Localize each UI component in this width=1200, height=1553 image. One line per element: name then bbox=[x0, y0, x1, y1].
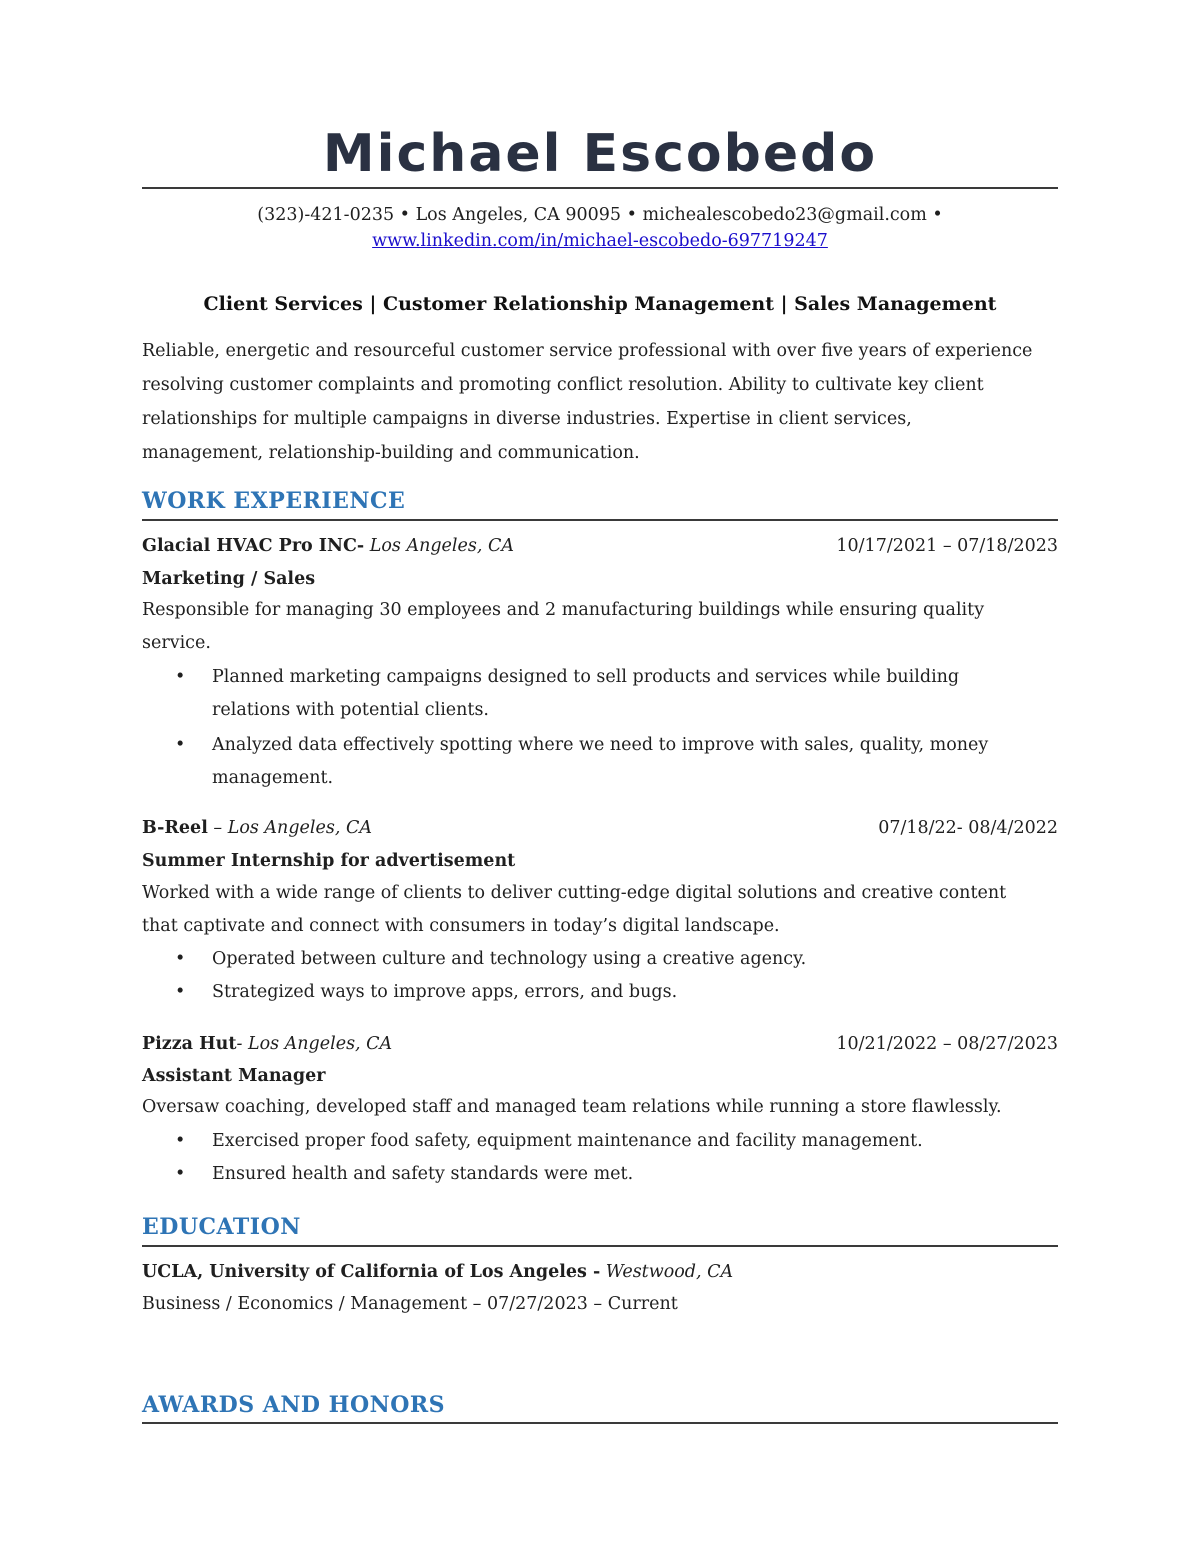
linkedin-link[interactable]: www.linkedin.com/in/michael-escobedo-697719247 bbox=[372, 231, 828, 251]
linkedin-row bbox=[0, 228, 1200, 254]
job-bullets bbox=[142, 943, 1042, 1009]
work-divider bbox=[142, 519, 1058, 521]
job-location: Los Angeles, CA bbox=[364, 536, 515, 556]
bullet-line: Analyzed data effectively spotting where we need to improve with sales, quality, money bbox=[212, 735, 989, 755]
job-dates: 10/17/2021 – 07/18/2023 bbox=[836, 536, 1058, 556]
bullet-icon: • bbox=[175, 982, 186, 1002]
job-location: - Los Angeles, CA bbox=[236, 1034, 393, 1054]
description-line: that captivate and connect with consumers in today’s digital landscape. bbox=[142, 916, 780, 936]
bullet-icon: • bbox=[175, 949, 186, 969]
school-location: Westwood, CA bbox=[600, 1262, 734, 1282]
job-role: Marketing / Sales bbox=[142, 569, 316, 589]
bullet-icon: • bbox=[175, 667, 186, 687]
summary bbox=[142, 334, 1058, 470]
description-line: Oversaw coaching, developed staff and managed team relations while running a store flawlessly. bbox=[142, 1097, 1002, 1117]
job-role: Assistant Manager bbox=[142, 1066, 326, 1086]
description-line: Worked with a wide range of clients to deliver cutting-edge digital solutions and creative content bbox=[142, 883, 1007, 903]
job-dates: 07/18/22- 08/4/2022 bbox=[878, 818, 1058, 838]
bullet-icon: • bbox=[175, 1131, 186, 1151]
bullet-icon: • bbox=[175, 1164, 186, 1184]
bullet-line: Planned marketing campaigns designed to sell products and services while building bbox=[212, 667, 960, 687]
bullet-item bbox=[142, 729, 1042, 795]
company-name: Pizza Hut bbox=[142, 1034, 237, 1054]
company-name: B-Reel bbox=[142, 818, 208, 838]
bullet-item bbox=[142, 976, 1042, 1009]
summary-line: Reliable, energetic and resourceful customer service professional with over five years of experience bbox=[142, 341, 1033, 361]
awards-heading: AWARDS AND HONORS bbox=[142, 1392, 446, 1418]
bullet-item bbox=[142, 1125, 1042, 1158]
bullet-line: Strategized ways to improve apps, errors, and bugs. bbox=[212, 982, 678, 1002]
tagline: Client Services | Customer Relationship Management | Sales Management bbox=[203, 293, 997, 315]
summary-line: relationships for multiple campaigns in diverse industries. Expertise in client services, bbox=[142, 409, 912, 429]
education-divider bbox=[142, 1245, 1058, 1247]
name-divider bbox=[142, 187, 1058, 189]
job-header bbox=[142, 533, 1058, 559]
job-dates: 10/21/2022 – 08/27/2023 bbox=[836, 1034, 1058, 1054]
bullet-item bbox=[142, 943, 1042, 976]
job-role: Summer Internship for advertisement bbox=[142, 851, 516, 871]
applicant-name: Michael Escobedo bbox=[322, 124, 878, 184]
education-detail: Business / Economics / Management – 07/27/2023 – Current bbox=[142, 1294, 678, 1314]
bullet-item bbox=[142, 1158, 1042, 1191]
education-heading: EDUCATION bbox=[142, 1214, 301, 1240]
bullet-line: Exercised proper food safety, equipment maintenance and facility management. bbox=[212, 1131, 923, 1151]
job-bullets bbox=[142, 1125, 1042, 1191]
job-description bbox=[142, 1091, 1022, 1124]
bullet-line: Operated between culture and technology using a creative agency. bbox=[212, 949, 807, 969]
summary-line: resolving customer complaints and promoting conflict resolution. Ability to cultivate key client bbox=[142, 375, 984, 395]
bullet-line: relations with potential clients. bbox=[212, 700, 489, 720]
awards-divider bbox=[142, 1422, 1058, 1424]
bullet-line: Ensured health and safety standards were met. bbox=[212, 1164, 634, 1184]
job-bullets bbox=[142, 661, 1042, 795]
job-location: – Los Angeles, CA bbox=[207, 818, 372, 838]
bullet-line: management. bbox=[212, 768, 334, 788]
description-line: Responsible for managing 30 employees and 2 manufacturing buildings while ensuring quality bbox=[142, 600, 985, 620]
school-name: UCLA, University of California of Los Angeles - bbox=[142, 1262, 601, 1282]
job-description bbox=[142, 877, 1022, 943]
company-name: Glacial HVAC Pro INC- bbox=[142, 536, 365, 556]
job-description bbox=[142, 594, 1022, 660]
description-line: service. bbox=[142, 633, 211, 653]
bullet-item bbox=[142, 661, 1042, 727]
bullet-icon: • bbox=[175, 735, 186, 755]
summary-line: management, relationship-building and communication. bbox=[142, 443, 640, 463]
job-header bbox=[142, 815, 1058, 841]
work-experience-heading: WORK EXPERIENCE bbox=[142, 488, 406, 514]
school-row bbox=[142, 1259, 1058, 1285]
job-header bbox=[142, 1031, 1058, 1057]
contact-line: (323)-421-0235 • Los Angeles, CA 90095 • michealescobedo23@gmail.com • bbox=[257, 205, 943, 225]
